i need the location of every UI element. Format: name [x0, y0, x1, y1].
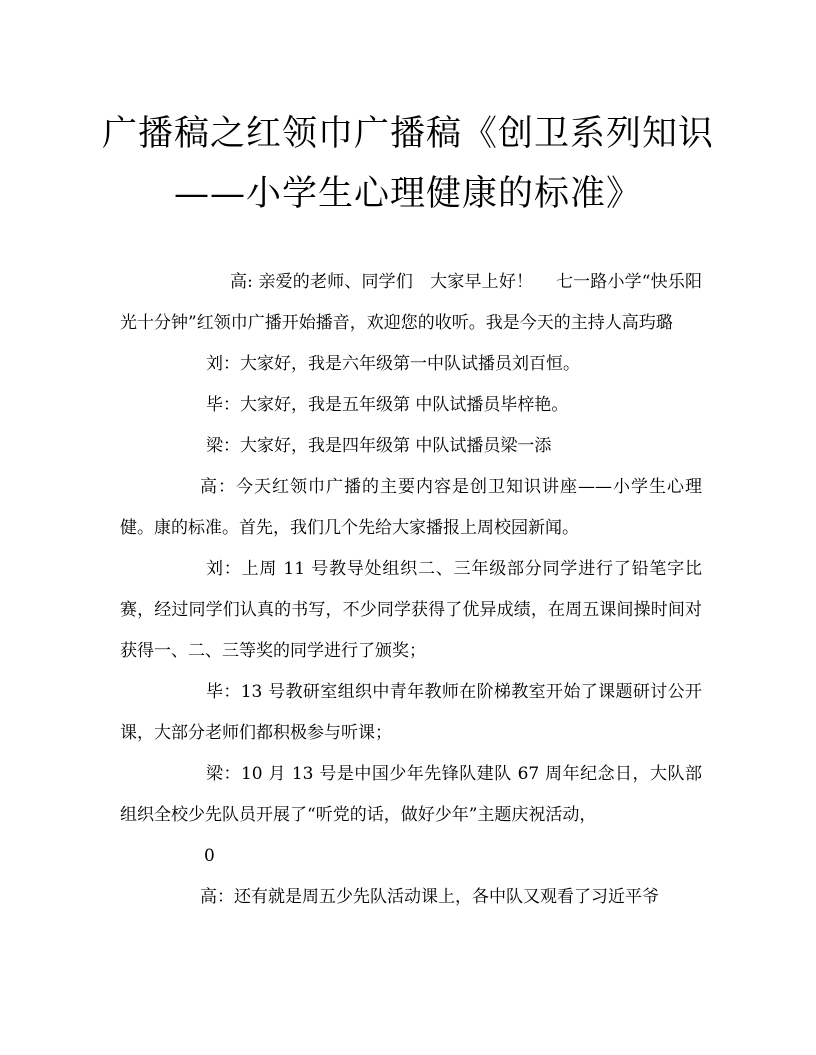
- paragraph-bi-intro: 毕：大家好，我是五年级第 中队试播员毕梓艳。: [206, 395, 569, 415]
- paragraph-news-bi: 毕：13 号教研室组织中青年教师在阶梯教室开始了课题研讨公开课，大部分老师们都积极参与听课；: [120, 682, 702, 743]
- paragraph-opening: 高: 亲爱的老师、同学们 大家早上好！ 七一路小学“快乐阳光十分钟”红领巾广播开始播音，欢迎您的收听。我是今天的主持人高玙璐: [120, 272, 702, 333]
- paragraph-zero: 0: [204, 846, 215, 866]
- paragraph-news-liu: 刘：上周 11 号教导处组织二、三年级部分同学进行了铅笔字比赛，经过同学们认真的书写，不少同学获得了优异成绩，在周五课间操时间对获得一、二、三等奖的同学进行了颁奖；: [120, 559, 702, 661]
- paragraph-liu-intro: 刘：大家好，我是六年级第一中队试播员刘百恒。: [206, 354, 580, 374]
- paragraph-topic: 高：今天红领巾广播的主要内容是创卫知识讲座——小学生心理健。康的标准。首先，我们几个先给大家播报上周校园新闻。: [120, 477, 702, 538]
- paragraph-news-gao: 高：还有就是周五少先队活动课上，各中队又观看了习近平爷: [200, 887, 659, 907]
- document-title-line-2: ——小学生心理健康的标准》: [173, 174, 642, 214]
- paragraph-news-liang: 梁：10 月 13 号是中国少年先锋队建队 67 周年纪念日，大队部组织全校少先队员开展了“听党的话，做好少年”主题庆祝活动，: [120, 764, 702, 825]
- document-title-line-1: 广播稿之红领巾广播稿《创卫系列知识: [101, 114, 714, 154]
- document-body: [120, 262, 702, 918]
- paragraph-liang-intro: 梁：大家好，我是四年级第 中队试播员梁一添: [206, 436, 552, 456]
